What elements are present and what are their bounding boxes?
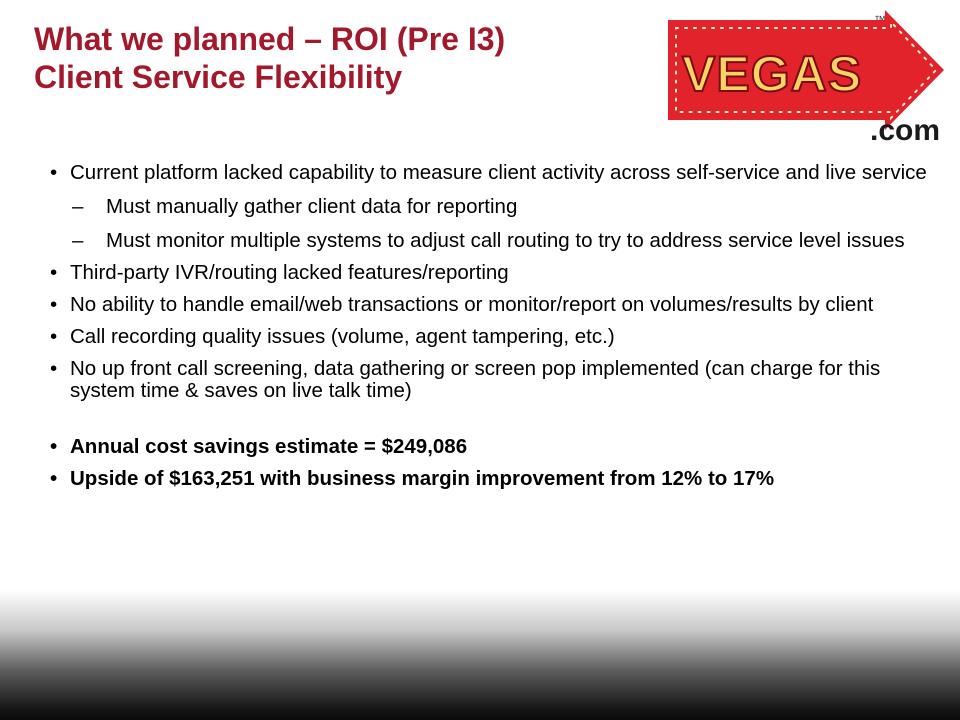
title-line-1: What we planned – ROI (Pre I3)	[34, 21, 506, 57]
bullet-text: No up front call screening, data gathering or screen pop implemented (can charge for this system time & saves on live talk time)	[70, 357, 881, 402]
bullet-item	[50, 162, 930, 184]
vegas-arrow-sign-icon	[660, 8, 950, 143]
bullet-item-upside	[50, 468, 930, 490]
bullet-item	[50, 294, 930, 316]
bullet-marker: •	[50, 161, 58, 184]
bullet-text: Call recording quality issues (volume, agent tampering, etc.)	[70, 325, 615, 348]
bullet-item	[50, 262, 930, 284]
bullet-item	[50, 358, 930, 402]
bullet-marker: •	[50, 357, 58, 380]
bullet-text: Upside of $163,251 with business margin improvement from 12% to 17%	[70, 467, 775, 490]
title-line-2: Client Service Flexibility	[34, 59, 403, 95]
bullet-marker: •	[50, 293, 58, 316]
bullet-text: Annual cost savings estimate = $249,086	[70, 435, 468, 458]
sub-bullet-text: Must monitor multiple systems to adjust call routing to try to address service level issues	[106, 229, 905, 252]
sub-bullet-marker: –	[72, 229, 84, 252]
bullet-marker: •	[50, 325, 58, 348]
sub-bullet-item	[50, 196, 930, 218]
logo-com-text: .com	[870, 114, 941, 143]
bullet-text: No ability to handle email/web transactions or monitor/report on volumes/results by client	[70, 293, 874, 316]
bullet-list	[50, 162, 930, 490]
logo-vegas-text: VEGAS	[682, 46, 863, 102]
bullet-item-savings	[50, 436, 930, 458]
bullet-marker: •	[50, 435, 58, 458]
sub-bullet-item	[50, 230, 930, 252]
bullet-text: Current platform lacked capability to measure client activity across self-service and live service	[70, 161, 927, 184]
bullet-marker: •	[50, 261, 58, 284]
slide-title	[34, 20, 505, 96]
logo-tm-text: ™	[874, 13, 886, 27]
bullet-marker: •	[50, 467, 58, 490]
bullet-item	[50, 326, 930, 348]
sub-bullet-marker: –	[72, 195, 84, 218]
vegas-com-logo	[660, 8, 950, 143]
bullet-text: Third-party IVR/routing lacked features/reporting	[70, 261, 509, 284]
sub-bullet-text: Must manually gather client data for reporting	[106, 195, 518, 218]
